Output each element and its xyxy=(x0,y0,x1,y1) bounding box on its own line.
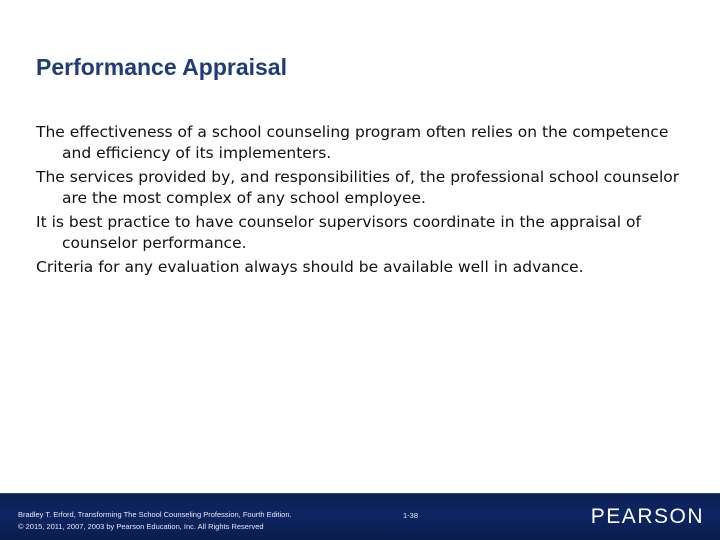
page-number: 1-38 xyxy=(403,511,419,520)
footer-citation xyxy=(18,509,292,533)
bullet-item: The services provided by, and responsibilities of, the professional school counselor are the most complex of any school employee. xyxy=(36,168,680,207)
pearson-logo: PEARSON xyxy=(590,505,704,528)
bullet-list xyxy=(36,122,696,281)
bullet-item: It is best practice to have counselor supervisors coordinate in the appraisal of counselor performance. xyxy=(36,213,641,252)
bullet-item: Criteria for any evaluation always should be available well in advance. xyxy=(36,258,584,276)
bullet-item: The effectiveness of a school counseling program often relies on the competence and efficiency of its implementers. xyxy=(36,123,669,162)
citation-line-2: © 2015, 2011, 2007, 2003 by Pearson Education, Inc. All Rights Reserved xyxy=(18,522,264,531)
slide-title: Performance Appraisal xyxy=(36,54,287,80)
footer-bar xyxy=(0,493,720,540)
citation-line-1: Bradley T. Erford, Transforming The School Counseling Profession, Fourth Edition. xyxy=(18,510,292,519)
